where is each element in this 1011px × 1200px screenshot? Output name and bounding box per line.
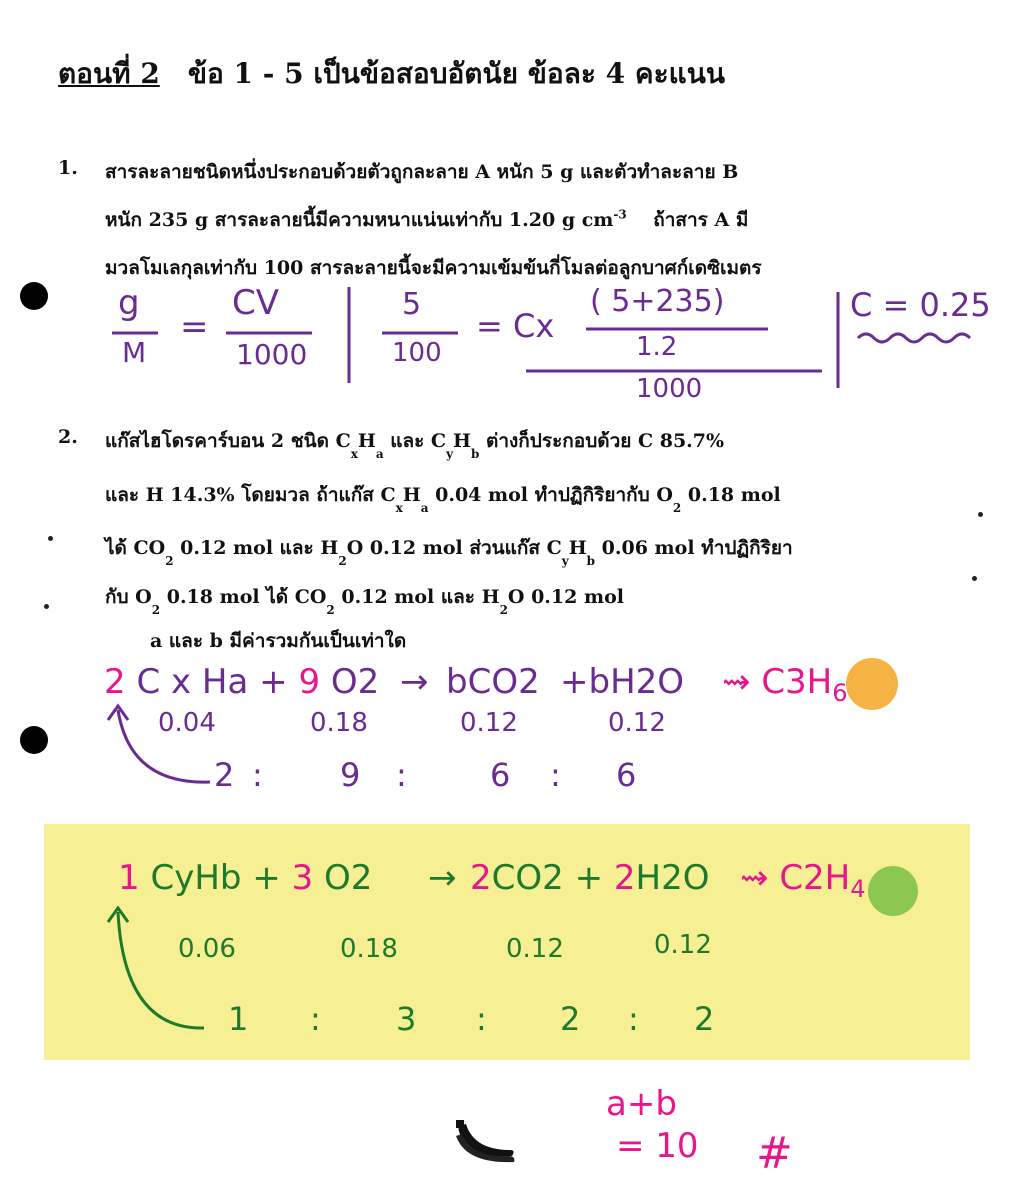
hw-100: 100	[392, 338, 442, 368]
q2-line5: a และ b มีค่ารวมกันเป็นเท่าใด	[150, 630, 407, 652]
hw-density: 1.2	[636, 332, 678, 362]
hw-sum: ( 5+235)	[590, 284, 725, 319]
hw-g: g	[118, 283, 140, 323]
ratio-a-4: 6	[616, 756, 637, 794]
mole-b-4: 0.12	[654, 930, 712, 960]
curved-arrow-a	[100, 700, 220, 795]
ratio-b-4: 2	[694, 1000, 715, 1038]
hw-1000: 1000	[236, 338, 308, 371]
answer-c: C = 0.25	[850, 286, 991, 324]
equation-b-products: 2CO2 + 2H2O	[470, 858, 710, 898]
q2-line1: แก๊สไฮโดรคาร์บอน 2 ชนิด $C_xH_a$ และ $C_yH_b$ ต่างก็ประกอบด้วย C 85.7%	[105, 430, 725, 461]
banana-doodle-icon	[452, 1116, 522, 1168]
mole-b-1: 0.06	[178, 934, 236, 964]
ratio-a-1: 2	[214, 756, 235, 794]
equation-a-arrow: →	[400, 662, 429, 702]
binder-hole	[20, 282, 48, 310]
equation-a: 2 C x Ha + 9 O2	[104, 662, 380, 702]
divider-line	[834, 290, 842, 390]
divider-line	[345, 285, 353, 385]
product-b: ⇝ $C2H_4$	[740, 858, 866, 903]
hw-equals: =	[180, 307, 209, 347]
ratio-sep: :	[396, 756, 407, 794]
ratio-b-2: 3	[396, 1000, 417, 1038]
q1-line2: หนัก 235 g สารละลายนี้มีความหนาแน่นเท่ากับ 1.20 g $cm^{-3}$ ถ้าสาร A มี	[105, 207, 749, 231]
speck	[978, 512, 983, 517]
speck	[48, 536, 53, 541]
ratio-sep: :	[310, 1000, 321, 1038]
hw-5: 5	[402, 287, 422, 322]
q2-number: 2.	[58, 426, 78, 448]
q2-line4: กับ $O_2$ 0.18 mol ได้ $CO_2$ 0.12 mol และ $H_2O$ 0.12 mol	[105, 586, 624, 617]
final-hash: #	[756, 1128, 793, 1179]
hw-CV: CV	[232, 283, 279, 323]
mole-a-1: 0.04	[158, 708, 216, 738]
section-header	[58, 52, 725, 96]
ratio-a-2: 9	[340, 756, 361, 794]
q1-line3: มวลโมเลกุลเท่ากับ 100 สารละลายนี้จะมีความเข้มข้นกี่โมลต่อลูกบาศก์เดซิเมตร	[105, 257, 762, 279]
mole-a-2: 0.18	[310, 708, 368, 738]
mole-b-3: 0.12	[506, 934, 564, 964]
q1-number: 1.	[58, 157, 78, 179]
binder-hole	[20, 726, 48, 754]
equation-b: 1 CyHb + 3 O2	[118, 858, 373, 898]
instruction: ข้อ 1 - 5 เป็นข้อสอบอัตนัย ข้อละ 4 คะแนน	[187, 57, 726, 90]
mole-b-2: 0.18	[340, 934, 398, 964]
ratio-sep: :	[550, 756, 561, 794]
ratio-sep: :	[628, 1000, 639, 1038]
q2-line3: ได้ $CO_2$ 0.12 mol และ $H_2O$ 0.12 mol ส่วนแก๊ส $C_yH_b$ 0.06 mol ทำปฏิกิริยา	[105, 537, 793, 568]
final-sum-label: a+b	[606, 1084, 677, 1124]
mole-a-4: 0.12	[608, 708, 666, 738]
curved-arrow-b	[104, 900, 214, 1040]
q1-line1: สารละลายชนิดหนึ่งประกอบด้วยตัวถูกละลาย A หนัก 5 g และตัวทำละลาย B	[105, 161, 739, 183]
fraction-bar	[380, 330, 460, 336]
part-label: ตอนที่ 2	[58, 57, 160, 90]
ratio-sep: :	[252, 756, 263, 794]
hw-M: M	[122, 336, 147, 369]
ratio-a-3: 6	[490, 756, 511, 794]
equation-a-h2o: +bH2O	[560, 662, 685, 702]
orange-highlight-dot	[846, 658, 898, 710]
speck	[44, 604, 49, 609]
q2-line2: และ H 14.3% โดยมวล ถ้าแก๊ส $C_xH_a$ 0.04 mol ทำปฏิกิริยากับ $O_2$ 0.18 mol	[105, 484, 781, 515]
ratio-b-1: 1	[228, 1000, 249, 1038]
green-highlight-dot	[868, 866, 918, 916]
fraction-bar	[224, 330, 314, 336]
speck	[972, 576, 977, 581]
mole-a-3: 0.12	[460, 708, 518, 738]
equation-a-co2: bCO2	[446, 662, 540, 702]
final-sum-value: = 10	[616, 1126, 699, 1166]
hw-eq-cx: = Cx	[476, 307, 555, 345]
ratio-sep: :	[476, 1000, 487, 1038]
answer-squiggle	[856, 328, 976, 344]
ratio-b-3: 2	[560, 1000, 581, 1038]
equation-b-arrow: →	[428, 858, 457, 898]
hw-1000b: 1000	[636, 374, 703, 404]
product-a: ⇝ $C3H_6$	[722, 662, 848, 707]
